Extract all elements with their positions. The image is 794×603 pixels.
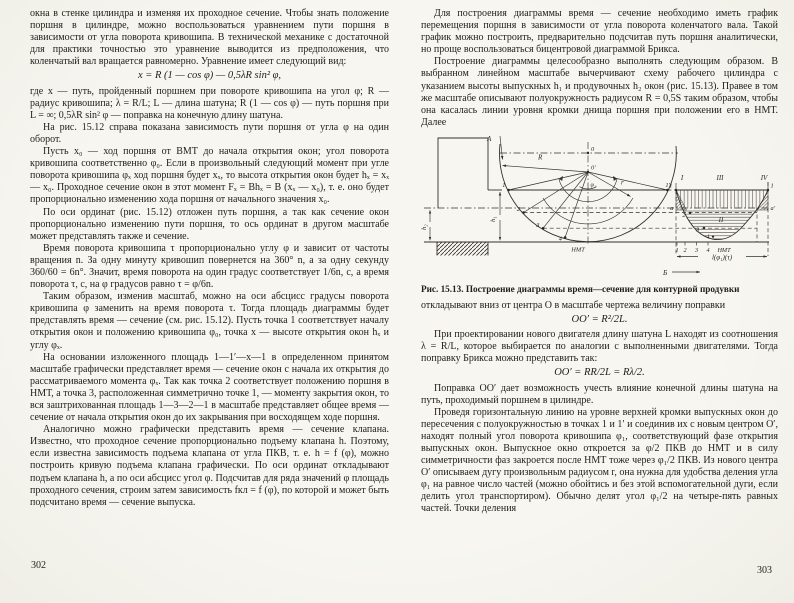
label-h2: h₂ [421,224,428,230]
label-A: А [487,134,492,143]
label-tick-4: 4 [706,246,710,254]
paragraph: Таким образом, изменив масштаб, можно на оси абсцисс градусы поворота кривошипа φ заменить на время поворота τ. Тогда площадь диаграммы будет представлять время — сечение (см. рис. 15.12). Пусть точка 1 соответствует началу открытия окон и положению кривошипа φ₀, точка x — высоте открытия окон hₓ и углу φₓ. [30,291,389,351]
formula-brix-correction: OO′ = R²/2L. [571,314,628,326]
label-diagram-3: 3 [696,226,700,234]
label-h1: h₁ [490,216,497,222]
paragraph: окна в стенке цилиндра и изменяя их проходное сечение. Чтобы знать положение поршня в цилиндре, можно воспользоваться уравнением пути поршня в зависимости от угла поворота кривошипа. В технической механике с достаточной для практики точностью это уравнение выводится из предположения, что коленчатый вал вращается равномерно. Уравнение имеет следующий вид: [30,8,389,68]
label-diagram-1-left: 1 [669,182,673,190]
label-O: 0 [591,145,595,153]
label-R: R [538,153,543,162]
label-r: r [621,178,624,187]
figure-caption: Рис. 15.13. Построение диаграммы время—сечение для контурной продувки [421,283,740,294]
page-number-left: 302 [31,560,46,571]
label-point-1-prime: 1′ [665,181,670,189]
ground-hatch [437,242,488,255]
paragraph: откладывают вниз от центра O в масштабе чертежа величину поправки [421,299,726,311]
brix-diagram-svg [416,132,790,280]
paragraph: Построение диаграммы целесообразно выполнять следующим образом. В выбранном линейном масштабе вычерчивают схему рабочего цилиндра с указанием высоты выпускных h₁ и продувочных h₂ окон (рис. 15.13). Правее в том же масштабе описывают полуокружность радиусом R = 0,5S таким образом, чтобы она касалась линии уровня кромки днища поршня при положении его в НМТ. Далее [421,56,778,128]
label-O-prime: 0′ [591,164,596,172]
label-point-2: 2 [516,205,520,213]
label-diagram-4: 4 [706,233,710,241]
page-number-right: 303 [757,565,772,576]
label-point-4: 4 [558,235,562,243]
label-tick-2: 2 [683,246,687,254]
radius-and-pointer-arrows [500,136,588,172]
formula-piston-path: x = R (1 — cos φ) — 0,5λR sin² φ, [137,70,282,82]
label-a: a [670,204,674,212]
label-diagram-2: 2 [682,211,686,219]
formula-brix-correction-lambda: OO′ = RR/2L = Rλ/2. [554,367,645,379]
paragraph: Для построения диаграммы время — сечение необходимо иметь график перемещения поршня в зависимости от угла поворота коленчатого вала. Такой график можно построить, предварительно подсчитав путь поршня аналитически, но проще воспользоваться бицентровой диаграммой Брикса. [421,8,778,56]
label-zone-IV: IV [760,173,768,182]
label-zone-I: I [680,173,684,182]
paragraph: Аналогично можно графически представить время — сечение клапана. Известно, что проходное сечение пропорционально подъему клапана h. Поэтому, если известна зависимость подъема клапана от угла ПКВ, т. е. h = f (φ), можно построить кривую подъема клапана графически. По оси ординат откладывают подъем клапана h, а по оси абсцисс угол φ. Подсчитав для ряда значений φ площадь проходного сечения, строим затем зависимость fкл = f (φ), по которой и может быть подсчитано время — сечение выпуска. [30,424,389,508]
label-tick-1: 1 [675,246,679,254]
paragraph: На основании изложенного площадь 1—1′—x—1 в определенном принятом масштабе графически представляет время — сечение окон с начала их открытия до рассматриваемого момента φₓ. Так как точка 2 соответствует положению поршня в НМТ, а точка 3, расположенная симметрично точке 1, — моменту закрытия окон, то вся заштрихованная площадь 1—3—2—1 в масштабе представляет общее время — сечение от начала открытия окон до их закрывания при восходящем ходе поршня. [30,351,389,424]
paragraph: По оси ординат (рис. 15.12) отложен путь поршня, а так как сечение окон пропорционально изменению пути поршня, то ось ординат в другом масштабе может представлять также и сечение. [30,206,389,242]
paragraph: Время поворота кривошипа τ пропорционально углу φ и зависит от частоты вращения n. За одну минуту кривошип повернется на 360° n, а за одну секунду 360/60 = 6n°. Значит, время поворота на один градус соответствует 1/6n, с, а время поворота τ, с, на φ градусов равно τ = φ/6n. [30,242,389,291]
label-a-prime: a′ [770,204,776,212]
zone-III-hatch [676,190,768,209]
label-point-3: 3 [536,221,540,229]
paragraph: Поправка OO′ дает возможность учесть влияние конечной длины шатуна на путь, проходимый поршнем в цилиндре. [421,382,778,406]
paragraph: При проектировании нового двигателя длину шатуна L находят из соотношения λ = R/L, которое выбирается по аналогии с выполненными двигателями. Тогда поправку Брикса можно представить так: [421,329,778,365]
label-tick-3: 3 [694,246,699,254]
label-diagram-1-right: 1 [770,182,774,190]
paragraph: Проведя горизонтальную линию на уровне верхней кромки выпускных окон до пересечения с полуокружностью в точках 1 и 1′ и соединив их с новым центром O′, находят полный угол поворота кривошипа φ₁, соответствующий фазе открытия выпускных окон. Выпускное окно откроется за φ/2 ПКВ до НМТ и в силу симметричности фаз закроется после НМТ тоже через φ₁/2 ПКВ. Из нового центра O′ описываем дугу произвольным радиусом r, она нужна для удобства деления угла φ₁ на равное число частей (можно обойтись и без этой вспомогательной дуги, если делить угол транспортиром). Обычно делят угол φ₁/2 на четыре-пять равных частей. Точки деления [421,406,778,515]
label-phi1: φ₁ [590,182,596,189]
cylinder-wall-outline [437,138,502,256]
label-zone-II: II [718,215,724,224]
label-zone-III: III [716,173,724,182]
label-nmt-left: НМТ [571,246,585,254]
paragraph: Пусть x₀ — ход поршня от ВМТ до начала открытия окон; угол поворота кривошипа соответственно φ₀. Если в произвольный следующий момент при угле поворота кривошипа φₓ ход поршня будет xₓ, то высота открытия окон будет hₓ = xₓ — x₀. Проходное сечение окон в этот момент Fₓ = Bhₓ = B (xₓ — x₀), т. е. оно будет пропорционально изменению хода поршня от начального значения x₀. [30,146,389,206]
paragraph: На рис. 15.12 справа показана зависимость пути поршня от угла φ на один оборот. [30,121,389,145]
paragraph: где x — путь, пройденный поршнем при повороте кривошипа на угол φ; R — радиус кривошипа; λ = R/L; L — длина шатуна; R (1 — cos φ) — путь поршня при L = ∞; 0,5λR sin² φ — поправка на конечную длину шатуна. [30,85,389,121]
label-nmt-right: НМТ [717,246,731,254]
label-point-1: 1 [502,181,506,189]
right-page-column [421,8,778,516]
label-dimension-l: l(φ₁)(τ) [711,253,733,262]
label-B-section: Б [663,268,668,277]
figure-15-13 [416,132,790,280]
left-page-column [30,8,389,509]
